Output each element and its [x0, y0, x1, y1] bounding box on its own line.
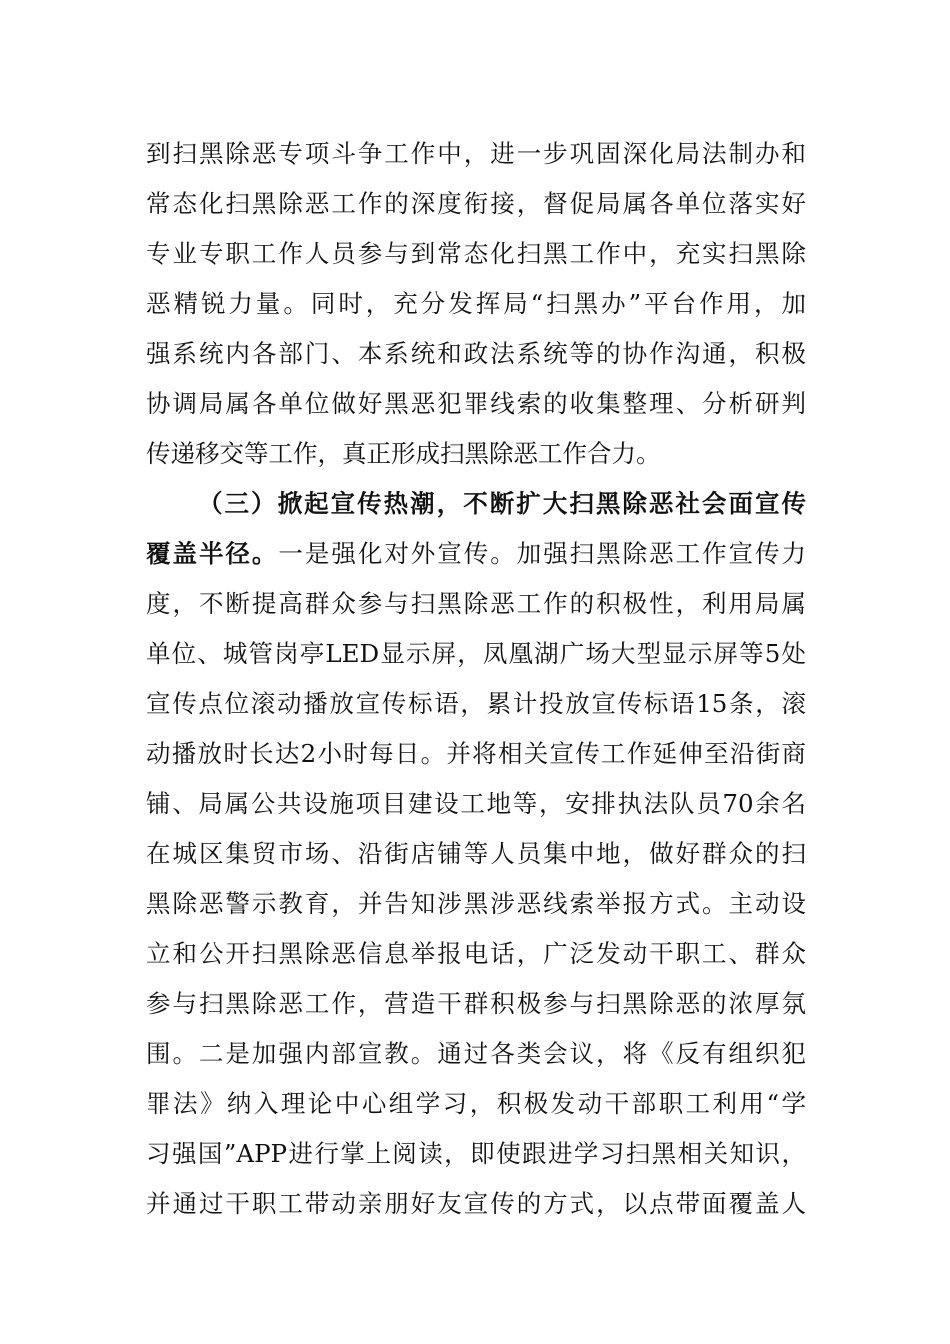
paragraph-line: 立和公开扫黑除恶信息举报电话，广泛发动干职工、群众: [146, 939, 806, 968]
paragraph-line: 恶精锐力量。同时，充分发挥局“扫黑办”平台作用，加: [146, 289, 806, 318]
paragraph-line: 度，不断提高群众参与扫黑除恶工作的积极性，利用局属: [146, 589, 806, 618]
section-heading-end: 覆盖半径。: [146, 539, 279, 568]
paragraph-line: 铺、局属公共设施项目建设工地等，安排执法队员70余名: [146, 789, 806, 818]
paragraph-line: 参与扫黑除恶工作，营造干群积极参与扫黑除恶的浓厚氛: [146, 989, 806, 1018]
paragraph-line: 动播放时长达2小时每日。并将相关宣传工作延伸至沿街商: [146, 739, 806, 768]
paragraph-line: 传递移交等工作，真正形成扫黑除恶工作合力。: [146, 439, 661, 468]
section-intro-text: 一是强化对外宣传。加强扫黑除恶工作宣传力: [278, 539, 807, 568]
paragraph-line: 协调局属各单位做好黑恶犯罪线索的收集整理、分析研判: [146, 389, 806, 418]
paragraph-line: 习强国”APP进行掌上阅读，即使跟进学习扫黑相关知识，: [146, 1139, 806, 1168]
paragraph-line: 黑除恶警示教育，并告知涉黑涉恶线索举报方式。主动设: [146, 889, 806, 918]
paragraph-line: 在城区集贸市场、沿街店铺等人员集中地，做好群众的扫: [146, 839, 806, 868]
paragraph-line: 围。二是加强内部宣教。通过各类会议，将《反有组织犯: [146, 1039, 806, 1068]
paragraph-line: 并通过干职工带动亲朋好友宣传的方式，以点带面覆盖人: [146, 1189, 806, 1218]
paragraph-line: 常态化扫黑除恶工作的深度衔接，督促局属各单位落实好: [146, 189, 806, 218]
section-heading-line-2: [146, 534, 806, 574]
paragraph-line: 到扫黑除恶专项斗争工作中，进一步巩固深化局法制办和: [146, 139, 806, 168]
paragraph-line: 单位、城管岗亭LED显示屏，凤凰湖广场大型显示屏等5处: [146, 639, 806, 668]
paragraph-line: 宣传点位滚动播放宣传标语，累计投放宣传标语15条，滚: [146, 689, 806, 718]
paragraph-line: 罪法》纳入理论中心组学习，积极发动干部职工利用“学: [146, 1089, 806, 1118]
paragraph-line: 强系统内各部门、本系统和政法系统等的协作沟通，积极: [146, 339, 806, 368]
paragraph-line: 专业专职工作人员参与到常态化扫黑工作中，充实扫黑除: [146, 239, 806, 268]
section-heading: （三）掀起宣传热潮，不断扩大扫黑除恶社会面宣传: [198, 489, 806, 518]
